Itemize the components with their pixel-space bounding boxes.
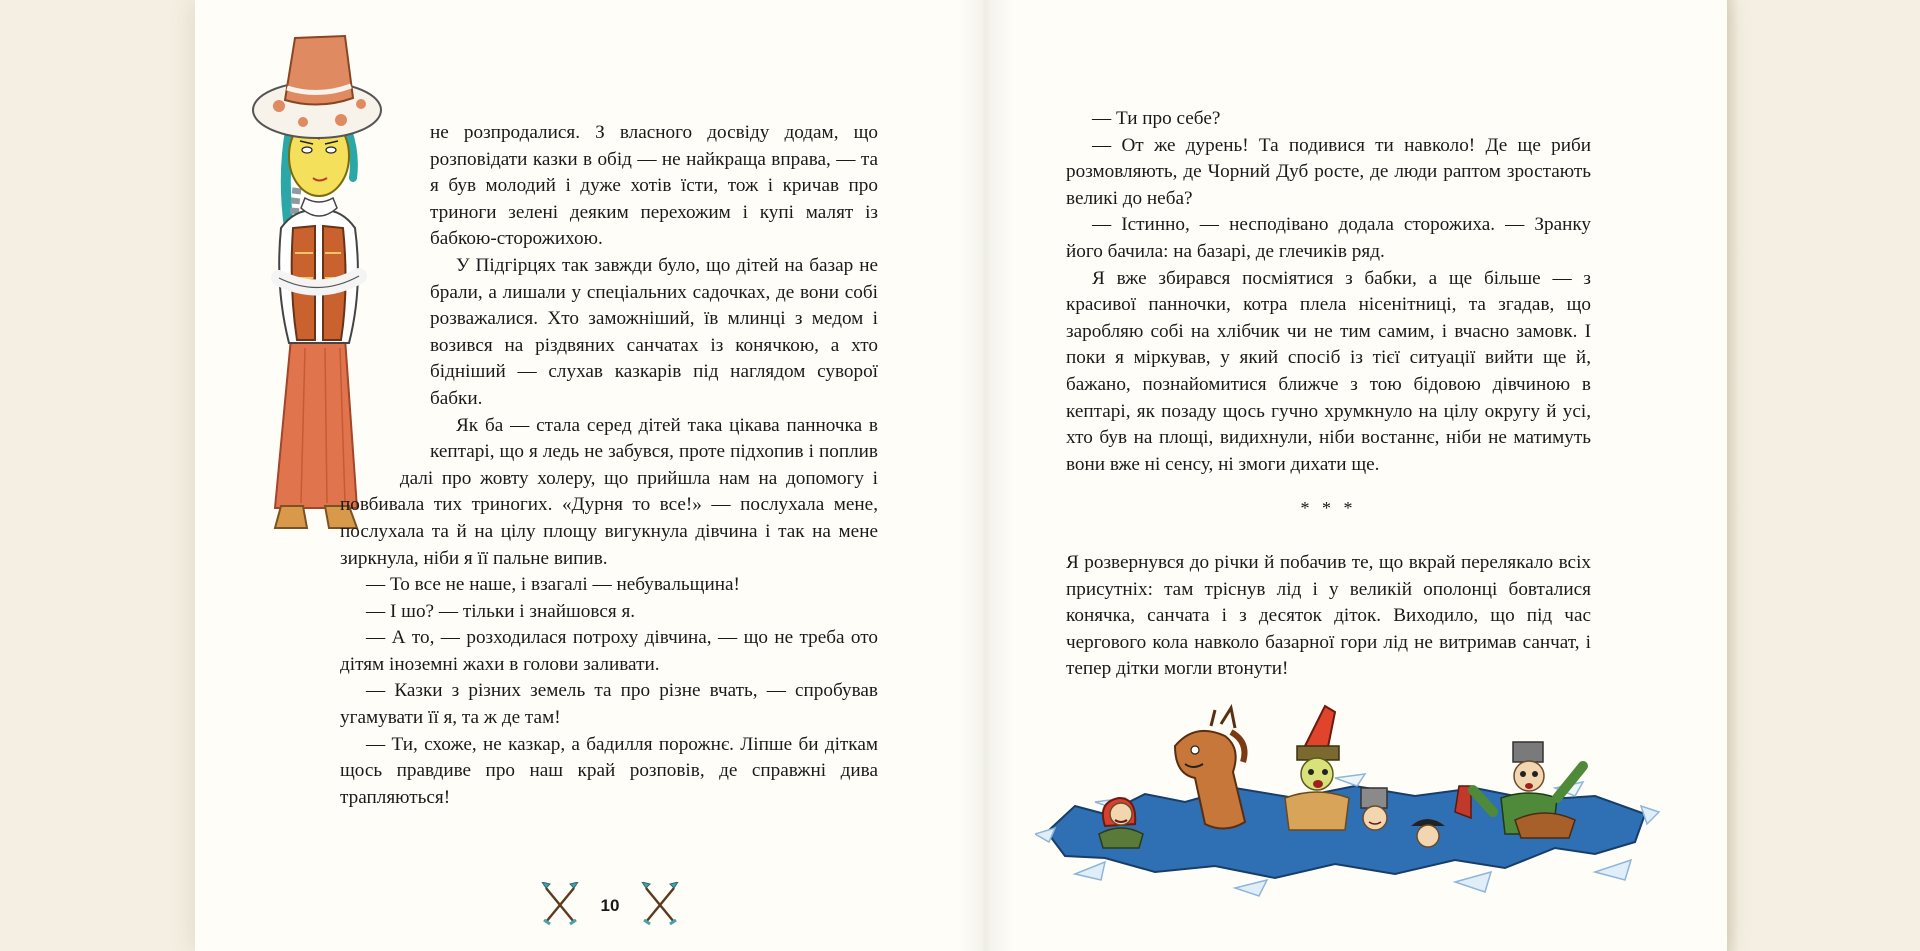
- crossed-spears-icon: [640, 882, 680, 931]
- page-number: 10: [600, 896, 620, 915]
- crossed-spears-icon: [540, 882, 580, 931]
- left-page-text: [340, 120, 878, 811]
- ice-hole-illustration: [1035, 702, 1660, 902]
- right-page-text-after-break: [1066, 550, 1591, 683]
- paragraph: У Підгірцях так завжди було, що дітей на базар не брали, а лишали у спеціальних садочках, де вони собі розважалися. Хто заможніший, їв млинці з медом і возився на різдвяних санчатах із конячкою, а хто бідніший — слухав казкарів під наглядом суворої бабки.: [430, 254, 878, 409]
- section-separator: * * *: [1300, 498, 1357, 518]
- dialogue-line: — Істинно, — несподівано додала сторожиха. — Зранку його бачила: на базарі, де глечиків ряд.: [1066, 214, 1591, 262]
- paragraph: Як ба — стала серед дітей така цікава панночка в кептарі, що я ледь не забувся, проте підхопив і поплив далі про жовту холеру, що прийшла нам на допомогу і повбивала тих триногих. «Дурня то все!» — послухала мене, послухала та й на цілу площу вигукнула дівчина і так на мене зиркнула, ніби я її пальне випив.: [340, 414, 878, 569]
- paragraph: Я розвернувся до річки й побачив те, що вкрай перелякало всіх присутніх: там тріснув лід і у великій ополонці бовталися конячка, санчата і з десяток діток. Виходило, що під час чергового кола навколо базарної гори лід не витримав санчат, і тепер дітки могли втонути!: [1066, 552, 1591, 680]
- dialogue-line: — А то, — розходилася потроху дівчина, — що не треба ото дітям іноземні жахи в голови заливати.: [340, 627, 878, 675]
- right-page-text: [1066, 106, 1591, 478]
- dialogue-line: — Казки з різних земель та про різне вчать, — спробував угамувати її я, та ж де там!: [340, 680, 878, 729]
- paragraph: Я вже збирався посміятися з бабки, а ще більше — з красивої панночки, котра плела нісенітниці, та згадав, що заробляю собі на хлібчик чи не тим самим, і вчасно замовк. І поки я міркував, у який спосіб із тієї ситуації вийти ще й, бажано, познайомитися ближче з тою бідовою дівчиною в кептарі, як позаду щось гучно хрумкнуло на цілу округу й усі, хто був на площі, видихнули, ніби востаннє, ніби не матимуть вони вже ні сенсу, ні змоги дихати ще.: [1066, 267, 1591, 475]
- dialogue-line: — От же дурень! Та подивися ти навколо! Де ще риби розмовляють, де Чорний Дуб росте, де люди раптом зростають великі до неба?: [1066, 134, 1591, 209]
- dialogue-line: — То все не наше, і взагалі — небувальщина!: [366, 574, 740, 596]
- dialogue-line: — Ти, схоже, не казкар, а бадилля порожнє. Ліпше би діткам щось правдиве про наш край розповів, де справжні дива трапляються!: [340, 733, 878, 808]
- paragraph: не розпродалися. З власного досвіду додам, що розповідати казки в обід — не найкраща вправа, — та я був молодий і дуже хотів їсти, тож і кричав про триноги зелені деяким перехожим і купі малят із бабкою-сторожихою.: [430, 122, 878, 250]
- dialogue-line: — І шо? — тільки і знайшовся я.: [366, 600, 636, 622]
- page-folio: [540, 884, 680, 928]
- page-edge: [1727, 0, 1739, 951]
- dialogue-line: — Ти про себе?: [1092, 108, 1221, 129]
